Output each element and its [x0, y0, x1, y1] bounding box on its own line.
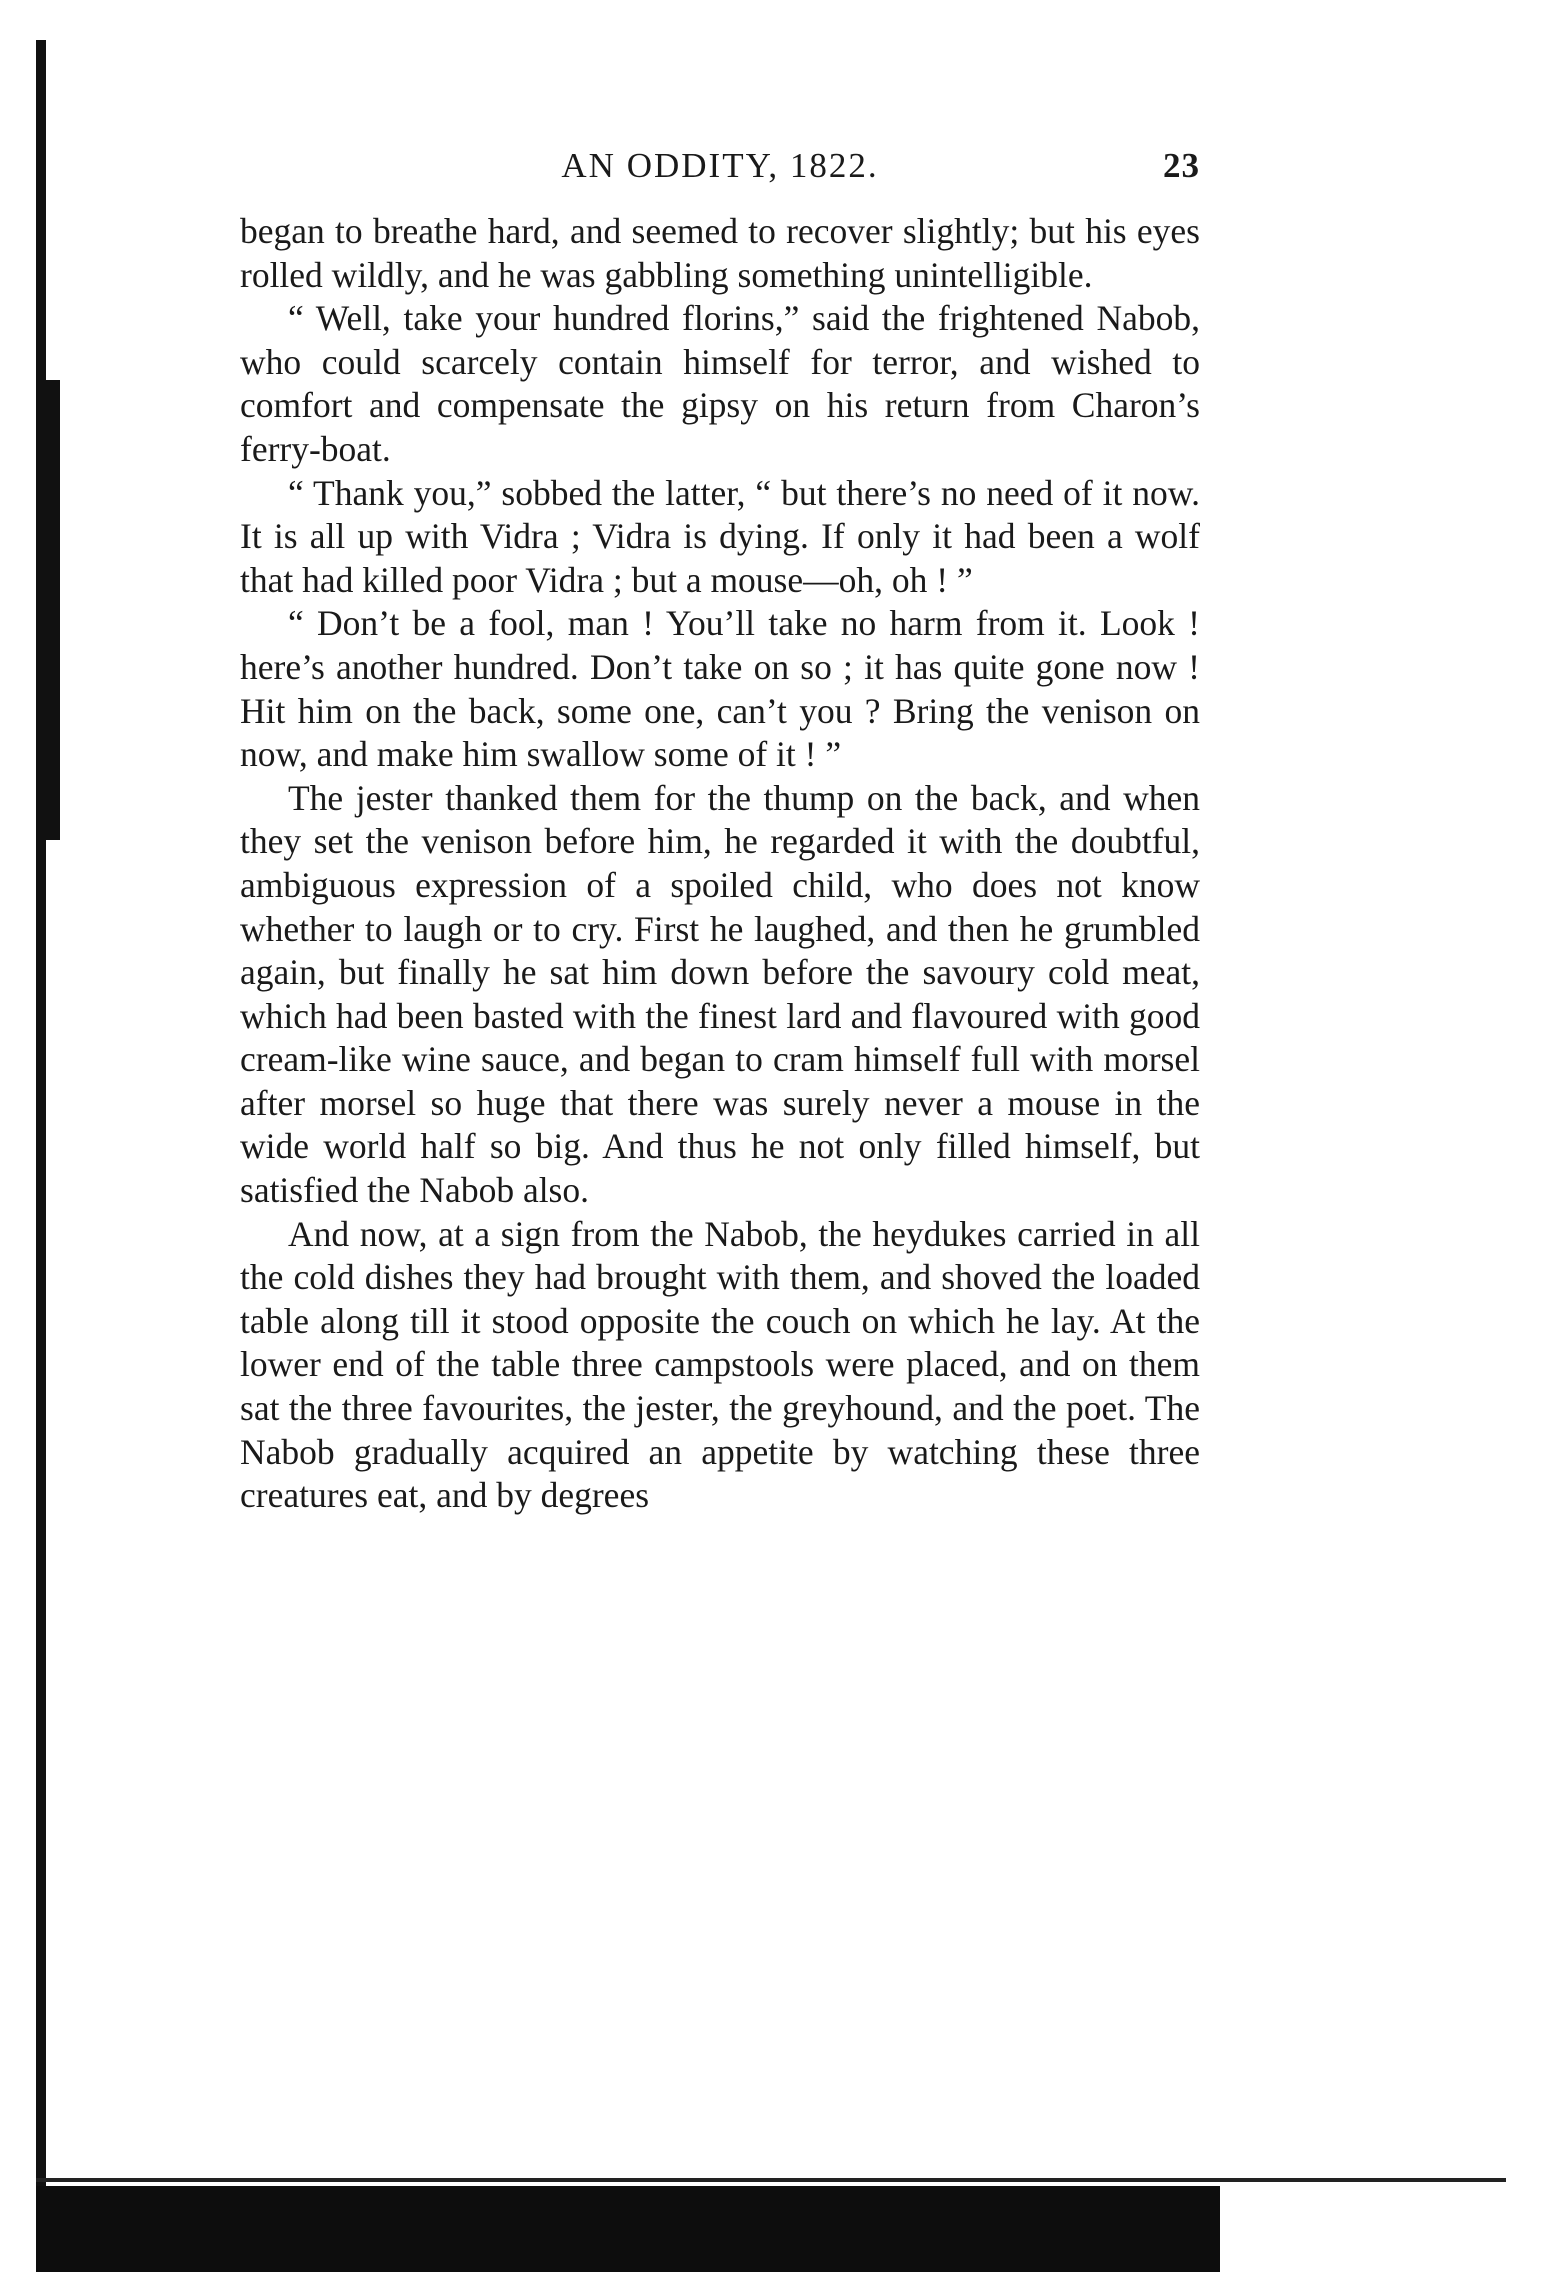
paragraph: “ Thank you,” sobbed the latter, “ but there’s no need of it now. It is all up with Vidra ; Vidra is dying. If only it had been a wolf that had killed poor Vidra ; but a mouse—oh, oh ! ” — [240, 472, 1200, 600]
running-title: AN ODDITY, 1822. — [561, 146, 879, 185]
paragraph: And now, at a sign from the Nabob, the heydukes carried in all the cold dishes they had brought with them, and shoved the loaded table along till it stood opposite the couch on which he lay. At the lower end of the table three campstools were placed, and on them sat the three favourites, the jester, the greyhound, and the poet. The Nabob gradually acquired an appetite by watching these three creatures eat, and by degrees — [240, 1213, 1200, 1516]
paragraph: began to breathe hard, and seemed to recover slightly; but his eyes rolled wildly, and he was gabbling something unintelligible. — [240, 211, 1200, 295]
scan-border-bottom-line — [36, 2178, 1506, 2182]
book-page — [240, 140, 1200, 1518]
scan-border-left — [36, 40, 46, 2220]
body-text — [240, 210, 1200, 1518]
scan-border-left-shadow — [36, 380, 60, 840]
running-head — [240, 140, 1200, 196]
paragraph: “ Don’t be a fool, man ! You’ll take no harm from it. Look ! here’s another hundred. Don’t take on so ; it has quite gone now ! Hit him on the back, some one, can’t you ? Bring the venison on now, and make him swallow some of it ! ” — [240, 603, 1200, 775]
scan-border-bottom — [36, 2186, 1220, 2272]
paragraph: “ Well, take your hundred florins,” said the frightened Nabob, who could scarcely contain himself for terror, and wished to comfort and compensate the gipsy on his return from Charon’s ferry-boat. — [240, 298, 1200, 469]
paragraph: The jester thanked them for the thump on the back, and when they set the venison before him, he regarded it with the doubtful, ambiguous expression of a spoiled child, who does not know whether to laugh or to cry. First he laughed, and then he grumbled again, but finally he sat him down before the savoury cold meat, which had been basted with the finest lard and flavoured with good cream-like wine sauce, and began to cram himself full with morsel after morsel so huge that there was surely never a mouse in the wide world half so big. And thus he not only filled himself, but satisfied the Nabob also. — [240, 777, 1200, 1211]
page-number: 23 — [1163, 146, 1200, 185]
